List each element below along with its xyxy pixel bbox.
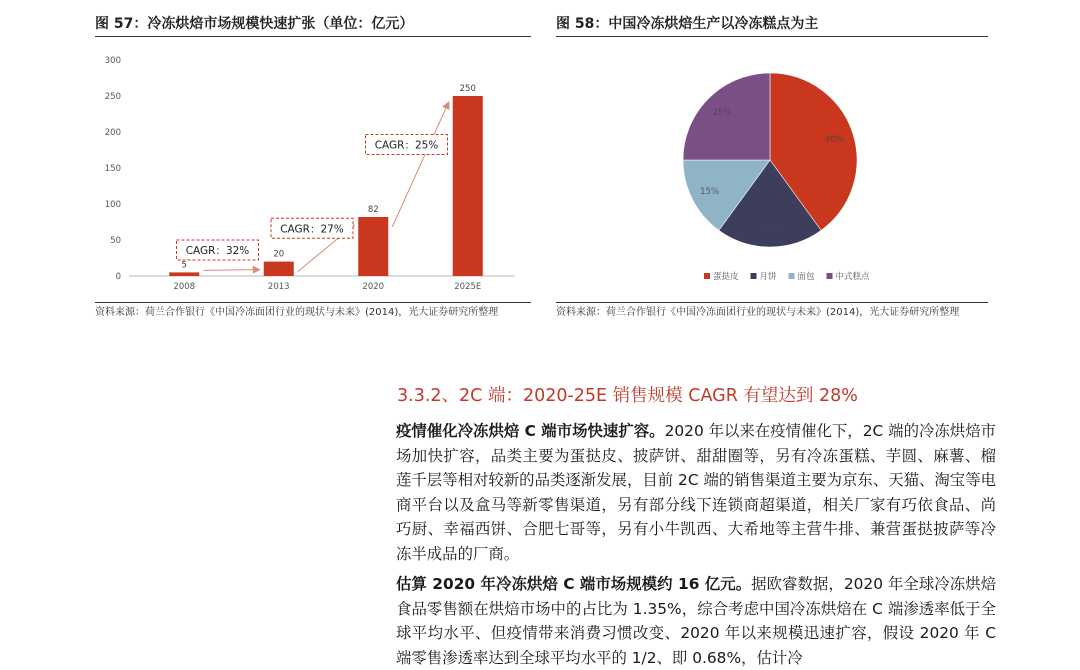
y-tick-label-2: 100 [104,200,121,210]
y-tick-label-6: 300 [104,56,121,66]
paragraph-1-lead: 疫情催化冷冻烘焙 C 端市场快速扩容。 [396,422,665,440]
pie-chart-production-mix [556,40,988,300]
pie-value-label-3: 25% [712,108,732,119]
y-tick-label-5: 250 [104,92,121,102]
paragraph-1-body: 2020 年以来在疫情催化下，2C 端的冷冻烘焙市场加快扩容，品类主要为蛋挞皮、披萨饼、甜甜圈等，另有冷冻蛋糕、芋圆、麻薯、榴莲千层等相对较新的品类逐渐发展，目前 2C 端的销售渠道主要为京东、天猫、淘宝等电商平台以及盒马等新零售渠道，另有部分线下连锁商超渠道，相关厂家有巧依食品、尚巧厨、幸福西饼、合肥七哥等，另有小牛凯西、大希地等主营牛排、兼营蛋挞披萨等冷冻半成品的厂商。 [396,422,996,563]
x-tick-label-2025E: 2025E [454,282,482,292]
pie-value-label-0: 40% [825,135,844,146]
y-tick-label-1: 50 [110,236,121,246]
figure-58-top-rule [556,36,988,37]
legend-swatch-0 [704,273,710,279]
figure-57-bottom-rule [95,302,531,303]
bar-chart-market-size [95,40,535,300]
figure-58-title: 图 58：中国冷冻烘焙生产以冷冻糕点为主 [556,16,819,32]
legend-label-3: 中式糕点 [835,272,870,282]
x-tick-label-2020: 2020 [362,282,385,292]
x-tick-label-2013: 2013 [267,282,290,292]
cagr-arrow-3 [392,102,449,227]
cagr-label-1: CAGR：32% [185,245,250,257]
pie-value-label-2: 15% [700,186,719,197]
pie-value-label-1: 20% [760,223,780,234]
figure-57-title: 图 57：冷冻烘焙市场规模快速扩张（单位：亿元） [95,16,414,32]
x-tick-label-2008: 2008 [173,282,196,292]
paragraph-2-lead: 估算 2020 年冷冻烘焙 C 端市场规模约 16 亿元。 [396,575,752,593]
bar-2025E [453,96,483,276]
y-tick-label-0: 0 [115,272,121,282]
bar-2020 [358,217,388,276]
section-heading: 3.3.2、2C 端：2020-25E 销售规模 CAGR 有望达到 28% [397,386,858,406]
cagr-label-3: CAGR：25% [374,139,439,152]
bar-2013 [264,262,294,276]
paragraph-2 [396,572,996,670]
figure-57-top-rule [95,36,531,37]
legend-swatch-1 [751,273,757,279]
figure-58-source: 资料来源：荷兰合作银行《中国冷冻面团行业的现状与未来》(2014)，光大证券研究所整理 [556,307,960,318]
bar-value-label-2025E: 250 [459,84,476,94]
cagr-label-2: CAGR：27% [280,223,344,236]
figure-57-source: 资料来源：荷兰合作银行《中国冷冻面团行业的现状与未来》(2014)，光大证券研究所整理 [95,307,499,318]
paragraph-2-body: 据欧睿数据，2020 年全球冷冻烘焙食品零售额在烘焙市场中的占比为 1.35%，综合考虑中国冷冻烘焙在 C 端渗透率低于全球平均水平、但疫情带来消费习惯改变、2020 年以来规模迅速扩容，假设 2020 年 C 端零售渗透率达到全球平均水平的 1/2、即 0.68%，估计冷 [396,575,997,667]
legend-label-1: 月饼 [759,272,777,282]
legend-label-0: 蛋挞皮 [713,272,739,282]
figure-58-bottom-rule [556,302,988,303]
legend-label-2: 面包 [797,272,815,282]
legend-swatch-2 [789,273,795,279]
cagr-arrow-1 [203,270,260,271]
y-tick-label-4: 200 [104,128,121,138]
bar-value-label-2008: 5 [181,260,187,271]
bar-value-label-2020: 82 [367,204,379,215]
paragraph-1 [396,419,996,566]
y-tick-label-3: 150 [104,164,121,174]
bar-value-label-2013: 20 [273,249,285,260]
bar-2008 [169,272,199,276]
legend-swatch-3 [827,273,833,279]
